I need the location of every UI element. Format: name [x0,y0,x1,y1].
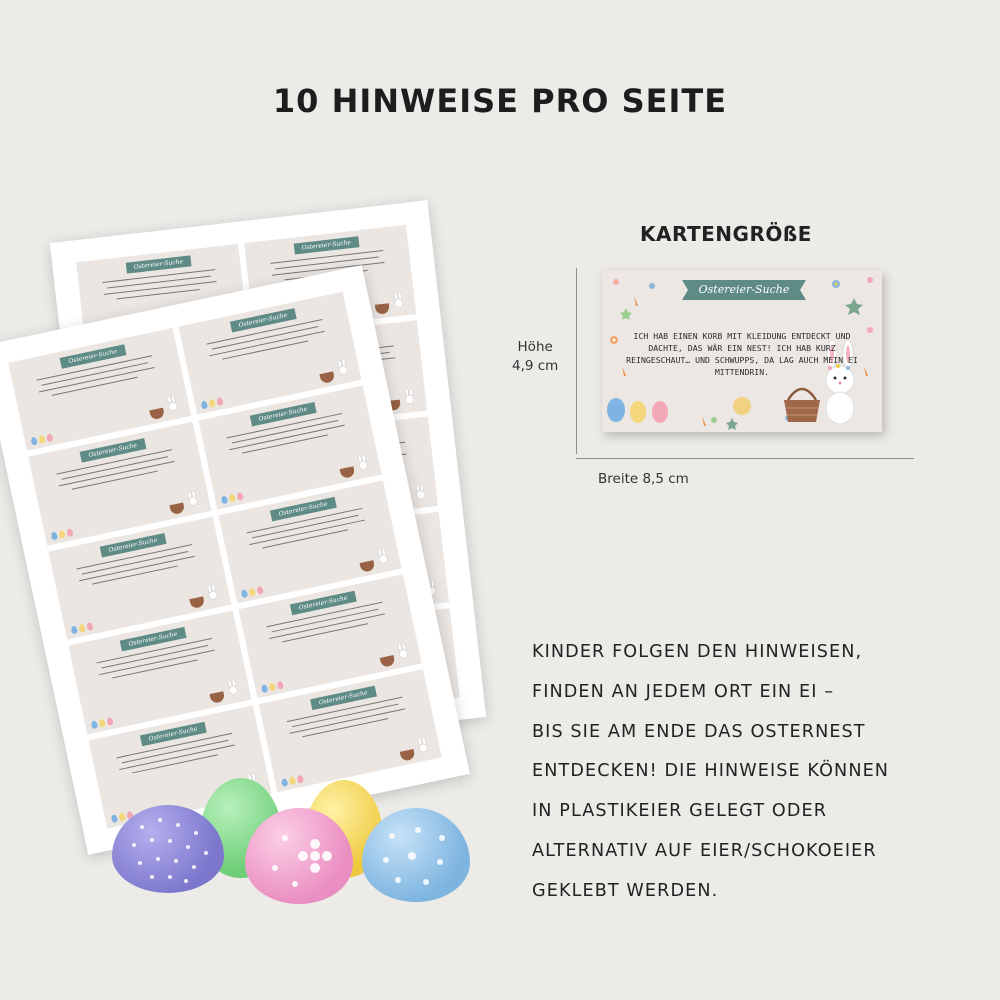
blue-egg [362,808,470,902]
mini-card-basket [209,691,225,704]
mini-card-bunny [375,547,390,567]
card-hint-text: ICH HAB EINEN KORB MIT KLEIDUNG ENTDECKT UND DACHTE, DAS WÄR EIN NEST! ICH HAB KURZ REINGESCHAUT… UND SCHWUPPS, DA LAG AUCH MEIN EI MITTENDRIN. [626,331,858,377]
mini-card-bunny [335,359,350,379]
mini-card-banner: Ostereier-Suche [80,439,146,463]
mini-card-basket [375,304,390,316]
mini-card-bunny [165,395,180,415]
mini-card-banner: Ostereier-Suche [290,591,356,615]
mini-card-bunny [415,736,430,756]
mini-card-basket [169,502,185,515]
mini-card-banner: Ostereier-Suche [293,236,359,254]
mini-card-eggs [50,528,73,540]
sample-hint-card [602,270,882,432]
mini-card-basket [360,560,376,573]
card-size-title: KARTENGRÖßE [640,222,812,246]
mini-card-eggs [201,397,224,409]
egg-snowflake-pattern [362,808,470,902]
width-dimension-line [576,458,914,459]
mini-card-eggs [71,622,94,634]
mini-card-basket [320,372,336,385]
pink-egg [245,808,353,904]
mini-card-banner: Ostereier-Suche [230,308,296,332]
mini-card-bunny [403,388,417,407]
height-dimension-line [576,268,577,454]
mini-card-bunny [355,453,370,473]
page-headline: 10 HINWEISE PRO SEITE [272,82,728,120]
mini-card-banner: Ostereier-Suche [270,497,336,521]
card-banner [682,280,806,300]
mini-card-basket [189,597,205,610]
mini-card-eggs [261,680,284,692]
mini-card-bunny [392,292,406,311]
mini-card-bunny [205,583,220,603]
mini-card-banner: Ostereier-Suche [310,685,376,709]
mini-card-banner: Ostereier-Suche [140,722,206,746]
mini-card-basket [380,655,396,668]
mini-card-banner: Ostereier-Suche [125,255,191,273]
easter-eggs-decoration [100,770,480,910]
mini-card-banner: Ostereier-Suche [250,402,316,426]
width-label: Breite 8,5 cm [598,471,689,487]
egg-flower-pattern [245,808,353,904]
mini-card-eggs [241,586,264,598]
purple-egg [112,805,224,893]
mini-card-banner: Ostereier-Suche [60,344,126,368]
mini-card-bunny [225,678,240,698]
mini-card-banner: Ostereier-Suche [100,533,166,557]
mini-card-eggs [91,716,114,728]
mini-card-bunny [395,642,410,662]
mini-card-basket [400,749,416,762]
mini-card-basket [149,408,165,421]
description-text: KINDER FOLGEN DEN HINWEISEN, FINDEN AN JEDEM ORT EIN EI – BIS SIE AM ENDE DAS OSTERNEST ENTDECKEN! DIE HINWEISE KÖNNEN IN PLASTIKEIER GELEGT ODER ALTERNATIV AUF EIER/SCHOKOEIER GEKLEBT WERDEN. [532,642,890,901]
mini-card-eggs [221,492,244,504]
height-label: Höhe 4,9 cm [512,339,559,374]
card-banner-label: Ostereier-Suche [698,283,790,296]
mini-card-eggs [30,434,53,446]
mini-card-bunny [413,483,427,502]
egg-dots-pattern [112,805,224,893]
mini-card-basket [340,466,356,479]
mini-card-banner: Ostereier-Suche [120,627,186,651]
mini-card-bunny [185,489,200,509]
